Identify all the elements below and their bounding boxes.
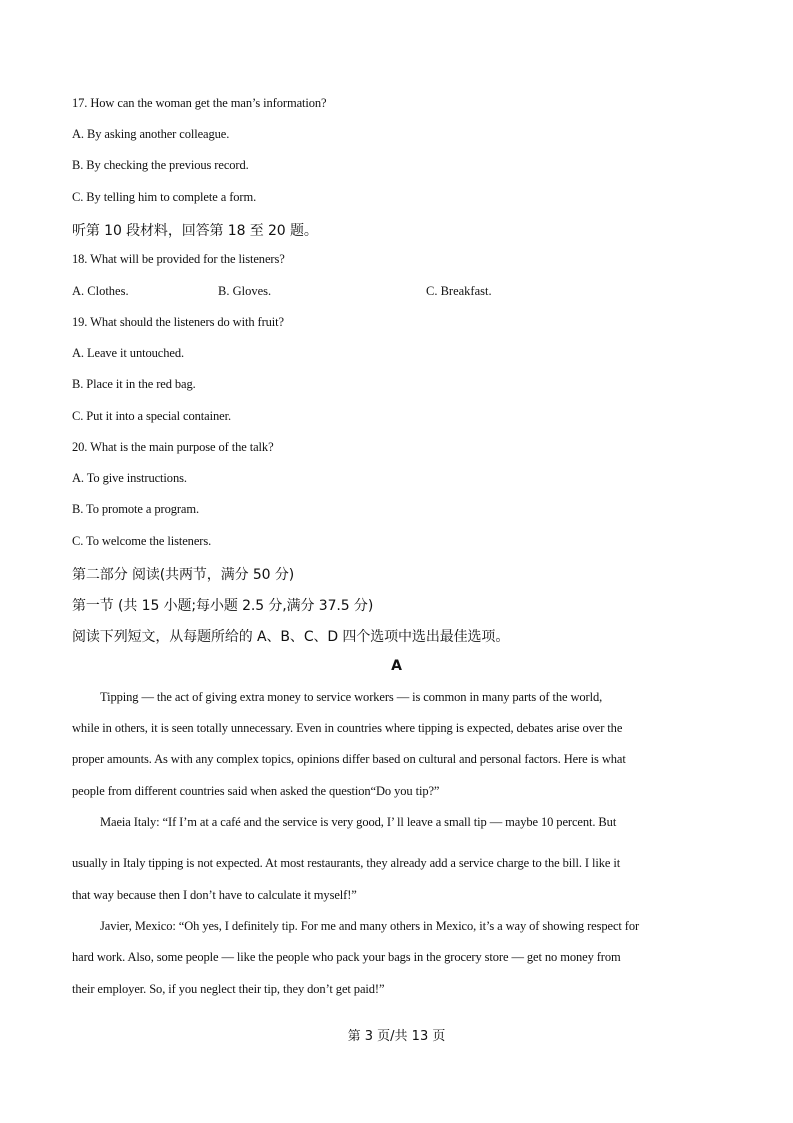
- instruction-text: 阅读下列短文，从每题所给的 A、B、C、D 四个选项中选出最佳选项。: [72, 629, 510, 645]
- passage-p1-line1: Tipping — the act of giving extra money to service workers — is common in many parts of the world,: [100, 690, 603, 704]
- q18-option-b: B. Gloves.: [218, 284, 272, 298]
- passage-p2-line1: Maeia Italy: “If I’m at a café and the service is very good, I’ ll leave a small tip — maybe 10 percent. But: [100, 815, 617, 829]
- passage-p3-line3: their employer. So, if you neglect their tip, they don’t get paid!”: [72, 982, 385, 996]
- q19-question: 19. What should the listeners do with fruit?: [72, 315, 285, 329]
- q19-option-a: A. Leave it untouched.: [72, 346, 184, 360]
- q17-option-a: A. By asking another colleague.: [72, 127, 230, 141]
- part2-heading: 第二部分 阅读(共两节，满分 50 分): [72, 567, 295, 583]
- passage-label: A: [391, 658, 402, 674]
- q17-option-c: C. By telling him to complete a form.: [72, 190, 257, 204]
- q20-option-c: C. To welcome the listeners.: [72, 534, 212, 548]
- passage-p2-line3: that way because then I don’t have to calculate it myself!”: [72, 888, 357, 902]
- q20-option-b: B. To promote a program.: [72, 502, 200, 516]
- passage-p1-line2: while in others, it is seen totally unnecessary. Even in countries where tipping is expected, debates arise over the: [72, 721, 623, 735]
- q19-option-c: C. Put it into a special container.: [72, 409, 231, 423]
- section1-heading: 第一节 (共 15 小题;每小题 2.5 分,满分 37.5 分): [72, 598, 374, 614]
- q20-option-a: A. To give instructions.: [72, 471, 187, 485]
- passage-p3-line1: Javier, Mexico: “Oh yes, I definitely tip. For me and many others in Mexico, it’s a way of showing respect for: [100, 919, 640, 933]
- passage-p2-line2: usually in Italy tipping is not expected. At most restaurants, they already add a service charge to the bill. I like it: [72, 856, 621, 870]
- q19-option-b: B. Place it in the red bag.: [72, 377, 196, 391]
- passage-p3-line2: hard work. Also, some people — like the people who pack your bags in the grocery store — get no money from: [72, 950, 621, 964]
- passage-p1-line3: proper amounts. As with any complex topics, opinions differ based on cultural and personal factors. Here is what: [72, 752, 626, 766]
- q18-option-c: C. Breakfast.: [426, 284, 492, 298]
- q17-option-b: B. By checking the previous record.: [72, 158, 249, 172]
- q17-question: 17. How can the woman get the man’s information?: [72, 96, 327, 110]
- page-footer: 第 3 页/共 13 页: [347, 1029, 446, 1044]
- section10-heading: 听第 10 段材料，回答第 18 至 20 题。: [72, 223, 318, 239]
- passage-p1-line4: people from different countries said when asked the question“Do you tip?”: [72, 784, 440, 798]
- q18-option-a: A. Clothes.: [72, 284, 129, 298]
- q18-question: 18. What will be provided for the listeners?: [72, 252, 285, 266]
- q20-question: 20. What is the main purpose of the talk?: [72, 440, 274, 454]
